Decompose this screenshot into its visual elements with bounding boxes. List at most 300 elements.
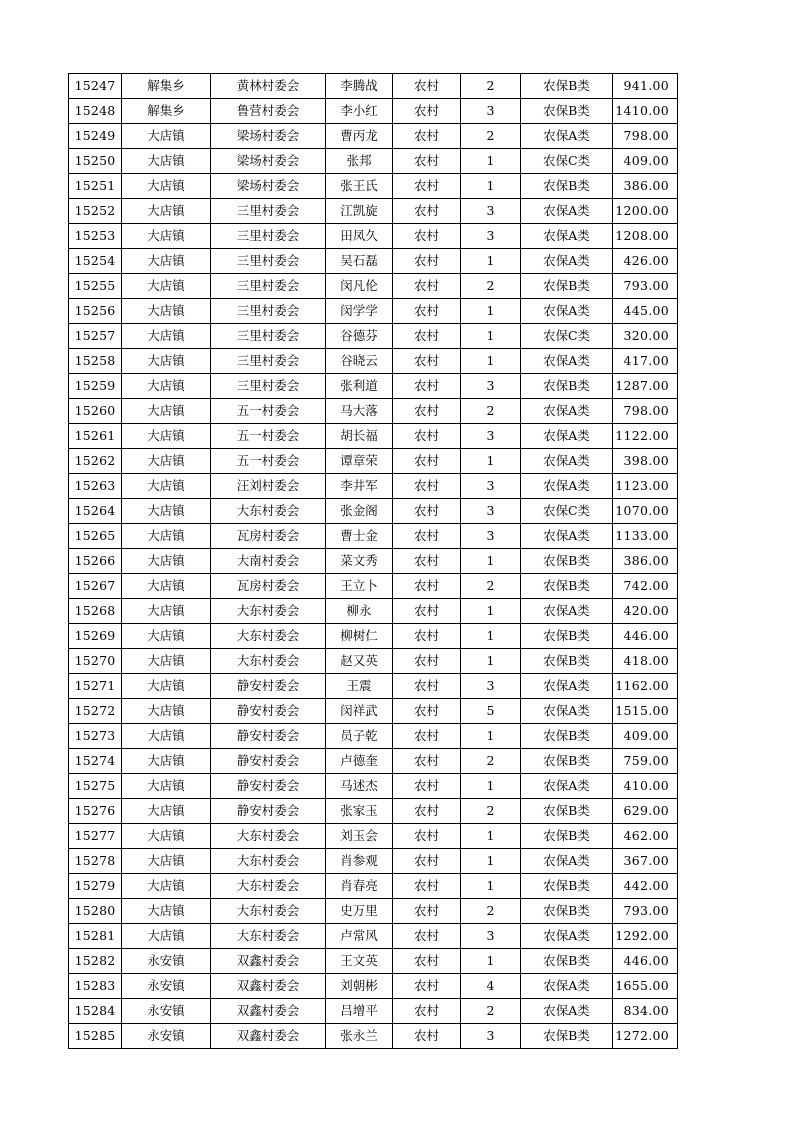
village-cell: 瓦房村委会 xyxy=(211,574,326,599)
insurance-class-cell: 农保B类 xyxy=(521,549,613,574)
person-name-cell: 张家玉 xyxy=(326,799,393,824)
amount-cell: 462.00 xyxy=(613,824,678,849)
table-row xyxy=(69,149,678,174)
person-name-cell: 胡长福 xyxy=(326,424,393,449)
table-row xyxy=(69,749,678,774)
insurance-class-cell: 农保B类 xyxy=(521,1024,613,1049)
amount-cell: 1122.00 xyxy=(613,424,678,449)
amount-cell: 410.00 xyxy=(613,774,678,799)
town-cell: 大店镇 xyxy=(122,274,211,299)
roster-body xyxy=(69,74,678,1049)
roster-table xyxy=(68,73,678,1049)
row-id-cell: 15277 xyxy=(69,824,122,849)
person-name-cell: 张金阁 xyxy=(326,499,393,524)
table-row xyxy=(69,999,678,1024)
village-cell: 大东村委会 xyxy=(211,874,326,899)
insurance-class-cell: 农保A类 xyxy=(521,399,613,424)
village-cell: 三里村委会 xyxy=(211,224,326,249)
insurance-class-cell: 农保C类 xyxy=(521,149,613,174)
row-id-cell: 15260 xyxy=(69,399,122,424)
amount-cell: 446.00 xyxy=(613,624,678,649)
village-cell: 双鑫村委会 xyxy=(211,1024,326,1049)
table-row xyxy=(69,399,678,424)
row-id-cell: 15264 xyxy=(69,499,122,524)
amount-cell: 442.00 xyxy=(613,874,678,899)
table-row xyxy=(69,974,678,999)
amount-cell: 386.00 xyxy=(613,549,678,574)
row-id-cell: 15256 xyxy=(69,299,122,324)
area-type-cell: 农村 xyxy=(393,449,461,474)
household-count-cell: 3 xyxy=(461,199,521,224)
village-cell: 大南村委会 xyxy=(211,549,326,574)
insurance-class-cell: 农保B类 xyxy=(521,174,613,199)
insurance-class-cell: 农保B类 xyxy=(521,74,613,99)
amount-cell: 742.00 xyxy=(613,574,678,599)
area-type-cell: 农村 xyxy=(393,974,461,999)
town-cell: 大店镇 xyxy=(122,474,211,499)
insurance-class-cell: 农保A类 xyxy=(521,674,613,699)
row-id-cell: 15268 xyxy=(69,599,122,624)
household-count-cell: 1 xyxy=(461,174,521,199)
household-count-cell: 1 xyxy=(461,874,521,899)
table-row xyxy=(69,199,678,224)
insurance-class-cell: 农保C类 xyxy=(521,499,613,524)
household-count-cell: 1 xyxy=(461,449,521,474)
person-name-cell: 闵祥武 xyxy=(326,699,393,724)
insurance-class-cell: 农保B类 xyxy=(521,99,613,124)
town-cell: 大店镇 xyxy=(122,574,211,599)
household-count-cell: 2 xyxy=(461,899,521,924)
amount-cell: 629.00 xyxy=(613,799,678,824)
village-cell: 静安村委会 xyxy=(211,674,326,699)
town-cell: 大店镇 xyxy=(122,324,211,349)
amount-cell: 320.00 xyxy=(613,324,678,349)
amount-cell: 398.00 xyxy=(613,449,678,474)
table-row xyxy=(69,274,678,299)
town-cell: 大店镇 xyxy=(122,149,211,174)
row-id-cell: 15276 xyxy=(69,799,122,824)
area-type-cell: 农村 xyxy=(393,749,461,774)
household-count-cell: 1 xyxy=(461,849,521,874)
table-row xyxy=(69,549,678,574)
area-type-cell: 农村 xyxy=(393,599,461,624)
person-name-cell: 肖参观 xyxy=(326,849,393,874)
table-row xyxy=(69,949,678,974)
person-name-cell: 张王氏 xyxy=(326,174,393,199)
household-count-cell: 3 xyxy=(461,499,521,524)
table-row xyxy=(69,899,678,924)
table-row xyxy=(69,249,678,274)
table-row xyxy=(69,449,678,474)
amount-cell: 759.00 xyxy=(613,749,678,774)
table-row xyxy=(69,224,678,249)
amount-cell: 834.00 xyxy=(613,999,678,1024)
area-type-cell: 农村 xyxy=(393,624,461,649)
household-count-cell: 1 xyxy=(461,824,521,849)
insurance-class-cell: 农保B类 xyxy=(521,949,613,974)
person-name-cell: 田凤久 xyxy=(326,224,393,249)
insurance-class-cell: 农保A类 xyxy=(521,924,613,949)
town-cell: 解集乡 xyxy=(122,74,211,99)
town-cell: 大店镇 xyxy=(122,749,211,774)
insurance-class-cell: 农保C类 xyxy=(521,324,613,349)
table-row xyxy=(69,1024,678,1049)
household-count-cell: 1 xyxy=(461,549,521,574)
row-id-cell: 15284 xyxy=(69,999,122,1024)
row-id-cell: 15271 xyxy=(69,674,122,699)
village-cell: 三里村委会 xyxy=(211,324,326,349)
household-count-cell: 1 xyxy=(461,249,521,274)
person-name-cell: 张邦 xyxy=(326,149,393,174)
person-name-cell: 谷德芬 xyxy=(326,324,393,349)
insurance-class-cell: 农保A类 xyxy=(521,449,613,474)
row-id-cell: 15282 xyxy=(69,949,122,974)
household-count-cell: 1 xyxy=(461,624,521,649)
town-cell: 大店镇 xyxy=(122,174,211,199)
insurance-class-cell: 农保A类 xyxy=(521,999,613,1024)
village-cell: 五一村委会 xyxy=(211,449,326,474)
person-name-cell: 史万里 xyxy=(326,899,393,924)
village-cell: 大东村委会 xyxy=(211,899,326,924)
row-id-cell: 15280 xyxy=(69,899,122,924)
amount-cell: 1070.00 xyxy=(613,499,678,524)
area-type-cell: 农村 xyxy=(393,699,461,724)
town-cell: 大店镇 xyxy=(122,624,211,649)
person-name-cell: 曹士金 xyxy=(326,524,393,549)
village-cell: 三里村委会 xyxy=(211,374,326,399)
village-cell: 双鑫村委会 xyxy=(211,974,326,999)
area-type-cell: 农村 xyxy=(393,299,461,324)
person-name-cell: 刘玉会 xyxy=(326,824,393,849)
village-cell: 大东村委会 xyxy=(211,624,326,649)
town-cell: 大店镇 xyxy=(122,249,211,274)
person-name-cell: 卢常风 xyxy=(326,924,393,949)
table-row xyxy=(69,774,678,799)
person-name-cell: 柳永 xyxy=(326,599,393,624)
insurance-class-cell: 农保B类 xyxy=(521,374,613,399)
amount-cell: 798.00 xyxy=(613,124,678,149)
table-row xyxy=(69,849,678,874)
town-cell: 大店镇 xyxy=(122,399,211,424)
area-type-cell: 农村 xyxy=(393,499,461,524)
area-type-cell: 农村 xyxy=(393,899,461,924)
person-name-cell: 张利道 xyxy=(326,374,393,399)
household-count-cell: 1 xyxy=(461,599,521,624)
town-cell: 大店镇 xyxy=(122,299,211,324)
table-row xyxy=(69,74,678,99)
village-cell: 双鑫村委会 xyxy=(211,999,326,1024)
household-count-cell: 3 xyxy=(461,224,521,249)
table-row xyxy=(69,799,678,824)
amount-cell: 367.00 xyxy=(613,849,678,874)
insurance-class-cell: 农保A类 xyxy=(521,699,613,724)
village-cell: 大东村委会 xyxy=(211,849,326,874)
village-cell: 三里村委会 xyxy=(211,299,326,324)
town-cell: 大店镇 xyxy=(122,549,211,574)
row-id-cell: 15269 xyxy=(69,624,122,649)
household-count-cell: 1 xyxy=(461,649,521,674)
row-id-cell: 15247 xyxy=(69,74,122,99)
household-count-cell: 1 xyxy=(461,949,521,974)
insurance-class-cell: 农保A类 xyxy=(521,199,613,224)
town-cell: 大店镇 xyxy=(122,124,211,149)
household-count-cell: 2 xyxy=(461,74,521,99)
town-cell: 大店镇 xyxy=(122,899,211,924)
household-count-cell: 3 xyxy=(461,474,521,499)
town-cell: 大店镇 xyxy=(122,524,211,549)
town-cell: 大店镇 xyxy=(122,199,211,224)
amount-cell: 445.00 xyxy=(613,299,678,324)
town-cell: 解集乡 xyxy=(122,99,211,124)
row-id-cell: 15254 xyxy=(69,249,122,274)
town-cell: 大店镇 xyxy=(122,499,211,524)
table-row xyxy=(69,724,678,749)
row-id-cell: 15275 xyxy=(69,774,122,799)
household-count-cell: 1 xyxy=(461,324,521,349)
area-type-cell: 农村 xyxy=(393,724,461,749)
insurance-class-cell: 农保A类 xyxy=(521,474,613,499)
area-type-cell: 农村 xyxy=(393,224,461,249)
village-cell: 大东村委会 xyxy=(211,649,326,674)
row-id-cell: 15258 xyxy=(69,349,122,374)
village-cell: 静安村委会 xyxy=(211,774,326,799)
area-type-cell: 农村 xyxy=(393,774,461,799)
household-count-cell: 2 xyxy=(461,749,521,774)
town-cell: 大店镇 xyxy=(122,724,211,749)
town-cell: 大店镇 xyxy=(122,349,211,374)
town-cell: 大店镇 xyxy=(122,224,211,249)
town-cell: 大店镇 xyxy=(122,824,211,849)
insurance-class-cell: 农保A类 xyxy=(521,124,613,149)
person-name-cell: 菜文秀 xyxy=(326,549,393,574)
row-id-cell: 15281 xyxy=(69,924,122,949)
area-type-cell: 农村 xyxy=(393,1024,461,1049)
table-row xyxy=(69,599,678,624)
area-type-cell: 农村 xyxy=(393,849,461,874)
area-type-cell: 农村 xyxy=(393,999,461,1024)
insurance-class-cell: 农保A类 xyxy=(521,224,613,249)
town-cell: 大店镇 xyxy=(122,424,211,449)
village-cell: 静安村委会 xyxy=(211,749,326,774)
row-id-cell: 15272 xyxy=(69,699,122,724)
area-type-cell: 农村 xyxy=(393,324,461,349)
household-count-cell: 2 xyxy=(461,274,521,299)
town-cell: 大店镇 xyxy=(122,449,211,474)
table-row xyxy=(69,924,678,949)
amount-cell: 1200.00 xyxy=(613,199,678,224)
row-id-cell: 15248 xyxy=(69,99,122,124)
amount-cell: 793.00 xyxy=(613,274,678,299)
village-cell: 静安村委会 xyxy=(211,799,326,824)
person-name-cell: 员子乾 xyxy=(326,724,393,749)
insurance-class-cell: 农保B类 xyxy=(521,274,613,299)
table-row xyxy=(69,99,678,124)
village-cell: 大东村委会 xyxy=(211,924,326,949)
village-cell: 双鑫村委会 xyxy=(211,949,326,974)
household-count-cell: 2 xyxy=(461,124,521,149)
amount-cell: 1292.00 xyxy=(613,924,678,949)
household-count-cell: 2 xyxy=(461,574,521,599)
person-name-cell: 王震 xyxy=(326,674,393,699)
household-count-cell: 3 xyxy=(461,924,521,949)
row-id-cell: 15278 xyxy=(69,849,122,874)
person-name-cell: 曹丙龙 xyxy=(326,124,393,149)
town-cell: 永安镇 xyxy=(122,1024,211,1049)
amount-cell: 1133.00 xyxy=(613,524,678,549)
person-name-cell: 王立卜 xyxy=(326,574,393,599)
area-type-cell: 农村 xyxy=(393,74,461,99)
area-type-cell: 农村 xyxy=(393,524,461,549)
household-count-cell: 1 xyxy=(461,299,521,324)
village-cell: 大东村委会 xyxy=(211,599,326,624)
insurance-class-cell: 农保B类 xyxy=(521,649,613,674)
amount-cell: 1655.00 xyxy=(613,974,678,999)
person-name-cell: 谷晓云 xyxy=(326,349,393,374)
household-count-cell: 2 xyxy=(461,399,521,424)
household-count-cell: 5 xyxy=(461,699,521,724)
row-id-cell: 15250 xyxy=(69,149,122,174)
amount-cell: 1410.00 xyxy=(613,99,678,124)
table-row xyxy=(69,624,678,649)
town-cell: 大店镇 xyxy=(122,674,211,699)
insurance-class-cell: 农保A类 xyxy=(521,424,613,449)
amount-cell: 941.00 xyxy=(613,74,678,99)
person-name-cell: 吴石磊 xyxy=(326,249,393,274)
person-name-cell: 谭章荣 xyxy=(326,449,393,474)
person-name-cell: 闵学学 xyxy=(326,299,393,324)
person-name-cell: 吕增平 xyxy=(326,999,393,1024)
table-row xyxy=(69,174,678,199)
amount-cell: 417.00 xyxy=(613,349,678,374)
household-count-cell: 1 xyxy=(461,349,521,374)
area-type-cell: 农村 xyxy=(393,649,461,674)
table-row xyxy=(69,374,678,399)
amount-cell: 1515.00 xyxy=(613,699,678,724)
table-row xyxy=(69,874,678,899)
amount-cell: 409.00 xyxy=(613,724,678,749)
village-cell: 静安村委会 xyxy=(211,699,326,724)
area-type-cell: 农村 xyxy=(393,374,461,399)
village-cell: 五一村委会 xyxy=(211,424,326,449)
village-cell: 梁场村委会 xyxy=(211,149,326,174)
table-row xyxy=(69,349,678,374)
table-row xyxy=(69,649,678,674)
amount-cell: 426.00 xyxy=(613,249,678,274)
town-cell: 大店镇 xyxy=(122,699,211,724)
row-id-cell: 15266 xyxy=(69,549,122,574)
row-id-cell: 15283 xyxy=(69,974,122,999)
household-count-cell: 4 xyxy=(461,974,521,999)
row-id-cell: 15263 xyxy=(69,474,122,499)
insurance-class-cell: 农保A类 xyxy=(521,349,613,374)
village-cell: 黄林村委会 xyxy=(211,74,326,99)
town-cell: 大店镇 xyxy=(122,849,211,874)
household-count-cell: 3 xyxy=(461,524,521,549)
town-cell: 大店镇 xyxy=(122,924,211,949)
row-id-cell: 15270 xyxy=(69,649,122,674)
town-cell: 大店镇 xyxy=(122,774,211,799)
household-count-cell: 3 xyxy=(461,1024,521,1049)
amount-cell: 386.00 xyxy=(613,174,678,199)
insurance-class-cell: 农保B类 xyxy=(521,824,613,849)
person-name-cell: 刘朝彬 xyxy=(326,974,393,999)
village-cell: 梁场村委会 xyxy=(211,124,326,149)
village-cell: 三里村委会 xyxy=(211,274,326,299)
table-row xyxy=(69,474,678,499)
table-row xyxy=(69,674,678,699)
insurance-class-cell: 农保B类 xyxy=(521,749,613,774)
row-id-cell: 15273 xyxy=(69,724,122,749)
person-name-cell: 肖春亮 xyxy=(326,874,393,899)
area-type-cell: 农村 xyxy=(393,799,461,824)
row-id-cell: 15285 xyxy=(69,1024,122,1049)
town-cell: 永安镇 xyxy=(122,949,211,974)
insurance-class-cell: 农保B类 xyxy=(521,624,613,649)
household-count-cell: 2 xyxy=(461,799,521,824)
person-name-cell: 张永兰 xyxy=(326,1024,393,1049)
amount-cell: 793.00 xyxy=(613,899,678,924)
area-type-cell: 农村 xyxy=(393,674,461,699)
area-type-cell: 农村 xyxy=(393,274,461,299)
person-name-cell: 闵凡伦 xyxy=(326,274,393,299)
town-cell: 大店镇 xyxy=(122,649,211,674)
row-id-cell: 15279 xyxy=(69,874,122,899)
area-type-cell: 农村 xyxy=(393,924,461,949)
row-id-cell: 15261 xyxy=(69,424,122,449)
insurance-class-cell: 农保B类 xyxy=(521,799,613,824)
area-type-cell: 农村 xyxy=(393,199,461,224)
amount-cell: 409.00 xyxy=(613,149,678,174)
area-type-cell: 农村 xyxy=(393,949,461,974)
person-name-cell: 江凯旋 xyxy=(326,199,393,224)
table-row xyxy=(69,824,678,849)
household-count-cell: 3 xyxy=(461,99,521,124)
table-row xyxy=(69,499,678,524)
table-row xyxy=(69,299,678,324)
area-type-cell: 农村 xyxy=(393,124,461,149)
area-type-cell: 农村 xyxy=(393,149,461,174)
area-type-cell: 农村 xyxy=(393,249,461,274)
person-name-cell: 马述杰 xyxy=(326,774,393,799)
person-name-cell: 马大落 xyxy=(326,399,393,424)
town-cell: 大店镇 xyxy=(122,874,211,899)
insurance-class-cell: 农保B类 xyxy=(521,874,613,899)
household-count-cell: 3 xyxy=(461,674,521,699)
person-name-cell: 赵又英 xyxy=(326,649,393,674)
amount-cell: 1162.00 xyxy=(613,674,678,699)
insurance-class-cell: 农保A类 xyxy=(521,974,613,999)
person-name-cell: 卢德奎 xyxy=(326,749,393,774)
insurance-class-cell: 农保A类 xyxy=(521,774,613,799)
area-type-cell: 农村 xyxy=(393,824,461,849)
amount-cell: 1123.00 xyxy=(613,474,678,499)
row-id-cell: 15265 xyxy=(69,524,122,549)
area-type-cell: 农村 xyxy=(393,349,461,374)
village-cell: 大东村委会 xyxy=(211,824,326,849)
household-count-cell: 1 xyxy=(461,724,521,749)
row-id-cell: 15252 xyxy=(69,199,122,224)
village-cell: 鲁营村委会 xyxy=(211,99,326,124)
amount-cell: 446.00 xyxy=(613,949,678,974)
table-row xyxy=(69,424,678,449)
table-row xyxy=(69,124,678,149)
row-id-cell: 15253 xyxy=(69,224,122,249)
insurance-class-cell: 农保A类 xyxy=(521,249,613,274)
amount-cell: 420.00 xyxy=(613,599,678,624)
town-cell: 永安镇 xyxy=(122,974,211,999)
row-id-cell: 15274 xyxy=(69,749,122,774)
table-row xyxy=(69,699,678,724)
